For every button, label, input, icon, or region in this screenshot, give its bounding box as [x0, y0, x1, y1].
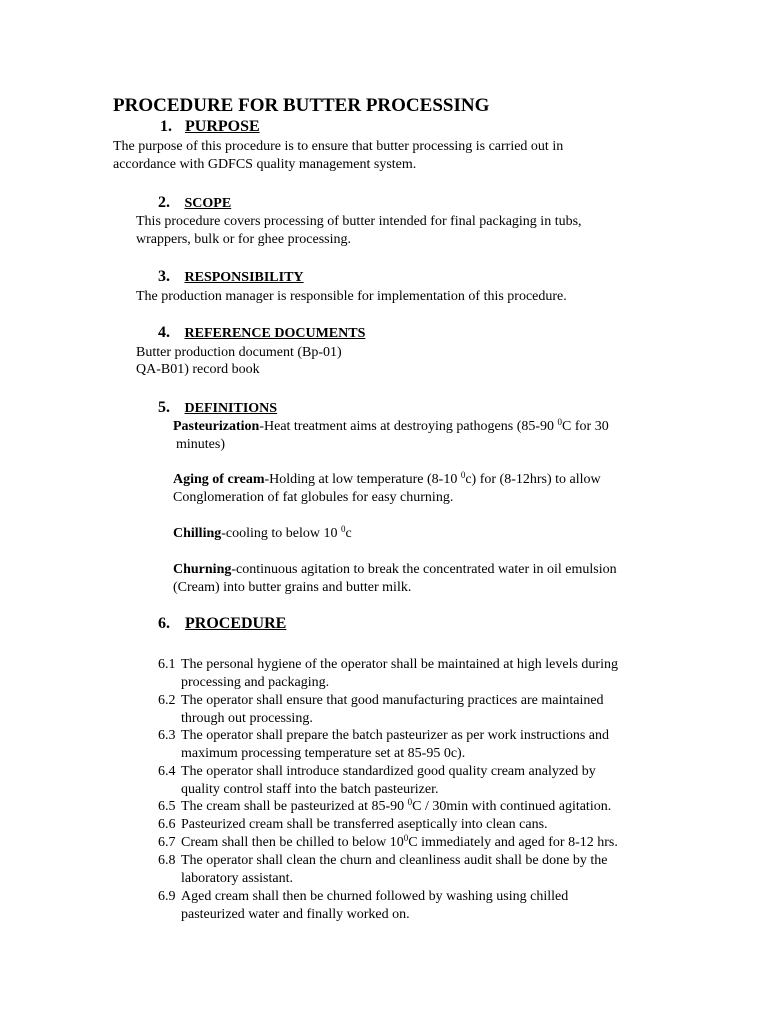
- purpose-line-1: The purpose of this procedure is to ensure that butter processing is carried out in: [113, 139, 564, 154]
- definition-churning-line-2: (Cream) into butter grains and butter milk.: [173, 580, 412, 595]
- step-text: Cream shall then be chilled to below 10: [181, 835, 404, 850]
- section-number: 5.: [158, 399, 170, 416]
- definition-chilling: [173, 525, 352, 543]
- definition-aging-of-cream-line-2: Conglomeration of fat globules for easy churning.: [173, 490, 454, 505]
- reference-line-2: QA-B01) record book: [136, 362, 260, 377]
- step-continuation: maximum processing temperature set at 85-95 0c).: [181, 746, 466, 761]
- section-title: PROCEDURE: [185, 615, 287, 632]
- section-number: 2.: [158, 194, 170, 211]
- definition-text: -Heat treatment aims at destroying pathogens (85-90: [259, 419, 558, 434]
- step-continuation: laboratory assistant.: [181, 871, 293, 886]
- step-number: 6.7: [158, 835, 176, 850]
- section-title: PURPOSE: [185, 118, 260, 135]
- section-heading-scope: [158, 194, 231, 213]
- section-heading-purpose: [160, 118, 260, 136]
- section-title: DEFINITIONS: [184, 401, 278, 416]
- step-number: 6.5: [158, 799, 176, 814]
- procedure-step: [158, 763, 596, 799]
- procedure-step: [158, 834, 618, 852]
- definition-term: Aging of cream: [173, 472, 265, 487]
- step-number: 6.9: [158, 889, 176, 904]
- section-title: REFERENCE DOCUMENTS: [184, 326, 366, 341]
- procedure-step: [158, 727, 609, 763]
- step-continuation: pasteurized water and finally worked on.: [181, 907, 410, 922]
- reference-line-1: Butter production document (Bp-01): [136, 345, 342, 360]
- definition-pasteurization: [173, 418, 609, 436]
- degree-superscript: 0: [557, 417, 563, 427]
- step-number: 6.4: [158, 764, 176, 779]
- purpose-line-2: accordance with GDFCS quality management system.: [113, 157, 417, 172]
- step-text: C immediately and aged for 8-12 hrs.: [408, 835, 618, 850]
- degree-superscript: 0: [407, 797, 413, 807]
- step-text: The operator shall ensure that good manufacturing practices are maintained: [181, 693, 604, 708]
- step-text: The operator shall prepare the batch pasteurizer as per work instructions and: [181, 728, 609, 743]
- step-continuation: processing and packaging.: [181, 675, 330, 690]
- step-text: The operator shall introduce standardized good quality cream analyzed by: [181, 764, 596, 779]
- procedure-step: [158, 692, 604, 728]
- degree-superscript: 0: [403, 833, 409, 843]
- definition-text: -continuous agitation to break the concentrated water in oil emulsion: [231, 562, 617, 577]
- section-heading-definitions: [158, 399, 277, 418]
- section-heading-references: [158, 324, 365, 343]
- step-number: 6.2: [158, 693, 176, 708]
- step-number: 6.6: [158, 817, 176, 832]
- section-number: 3.: [158, 268, 170, 285]
- procedure-step: [158, 798, 611, 816]
- section-number: 6.: [158, 615, 170, 632]
- step-continuation: through out processing.: [181, 711, 313, 726]
- definition-churning: [173, 561, 617, 579]
- step-continuation: quality control staff into the batch pasteurizer.: [181, 782, 439, 797]
- section-title: RESPONSIBILITY: [184, 270, 304, 285]
- step-text: The operator shall clean the churn and cleanliness audit shall be done by the: [181, 853, 608, 868]
- step-text: Aged cream shall then be churned followed by washing using chilled: [181, 889, 569, 904]
- step-text: The personal hygiene of the operator shall be maintained at high levels during: [181, 657, 618, 672]
- section-title: SCOPE: [184, 196, 232, 211]
- step-number: 6.3: [158, 728, 176, 743]
- step-number: 6.1: [158, 657, 176, 672]
- step-text: C / 30min with continued agitation.: [412, 799, 612, 814]
- step-text: Pasteurized cream shall be transferred aseptically into clean cans.: [181, 817, 548, 832]
- definition-text: -cooling to below 10: [221, 526, 342, 541]
- definition-term: Churning: [173, 562, 232, 577]
- degree-superscript: 0: [460, 470, 466, 480]
- definition-text: c) for (8-12hrs) to allow: [465, 472, 601, 487]
- section-heading-procedure: [158, 615, 286, 633]
- scope-line-2: wrappers, bulk or for ghee processing.: [136, 232, 351, 247]
- procedure-step: [158, 656, 618, 692]
- definition-term: Pasteurization: [173, 419, 260, 434]
- definition-aging-of-cream: [173, 471, 601, 489]
- definition-text: c: [345, 526, 352, 541]
- step-number: 6.8: [158, 853, 176, 868]
- procedure-step: [158, 816, 548, 834]
- definition-text: -Holding at low temperature (8-10: [264, 472, 461, 487]
- section-heading-responsibility: [158, 268, 304, 287]
- section-number: 4.: [158, 324, 170, 341]
- responsibility-line-1: The production manager is responsible for implementation of this procedure.: [136, 289, 567, 304]
- document-title: PROCEDURE FOR BUTTER PROCESSING: [113, 95, 490, 116]
- procedure-step: [158, 888, 568, 924]
- section-number: 1.: [160, 118, 172, 135]
- step-text: The cream shall be pasteurized at 85-90: [181, 799, 408, 814]
- definition-pasteurization-line-2: minutes): [176, 437, 225, 452]
- definition-text: C for 30: [562, 419, 609, 434]
- definition-term: Chilling: [173, 526, 222, 541]
- procedure-step: [158, 852, 607, 888]
- scope-line-1: This procedure covers processing of butter intended for final packaging in tubs,: [136, 214, 582, 229]
- degree-superscript: 0: [341, 524, 346, 534]
